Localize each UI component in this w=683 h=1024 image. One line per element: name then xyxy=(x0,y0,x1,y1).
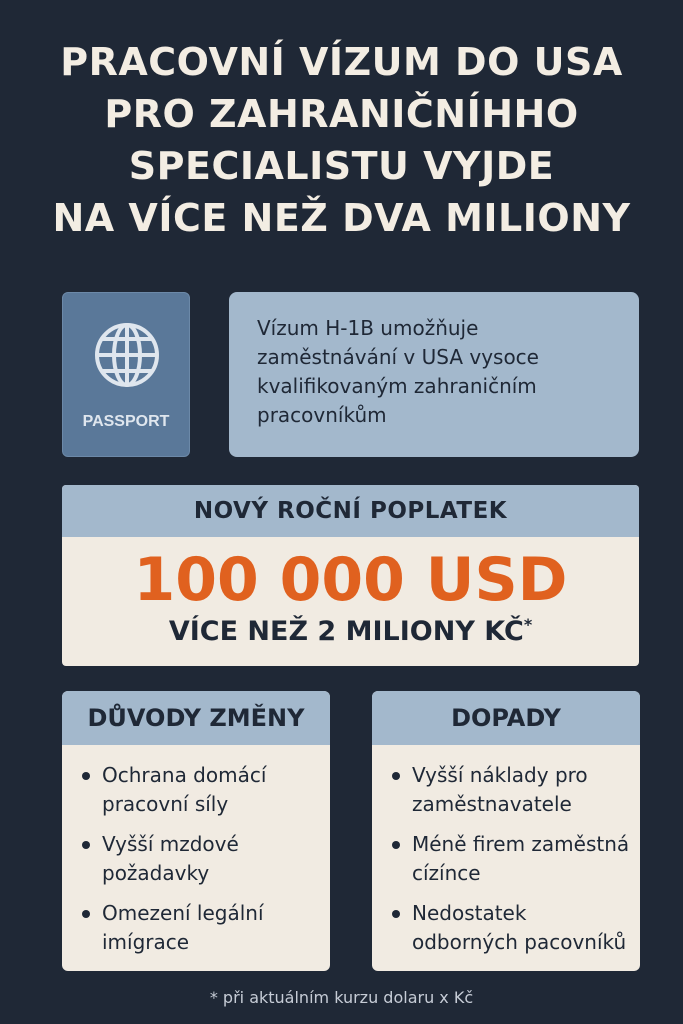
bullet-icon xyxy=(82,910,90,918)
list-item-text: Omezení legální imígrace xyxy=(102,901,264,954)
title-line: NA VÍCE NEŽ DVA MILIONY xyxy=(52,196,631,240)
fee-header: NOVÝ ROČNÍ POPLATEK xyxy=(62,485,639,537)
list-item xyxy=(392,830,632,888)
footnote: * při aktuálním kurzu dolaru x Kč xyxy=(209,988,474,1007)
list-item xyxy=(82,761,322,819)
title-line: PRACOVNÍ VÍZUM DO USA xyxy=(60,40,623,84)
list-item-text: Vyšší mzdové požadavky xyxy=(102,832,239,885)
impacts-card xyxy=(372,691,640,971)
reasons-header: DŮVODY ZMĚNY xyxy=(62,691,330,745)
fee-amount: 100 000 USD xyxy=(133,545,568,615)
fee-card xyxy=(62,485,639,666)
list-item xyxy=(392,899,632,957)
title-line: PRO ZAHRANIČNÍHHO xyxy=(104,92,579,136)
list-item xyxy=(82,830,322,888)
list-item-text: Ochrana domácí pracovní síly xyxy=(102,763,267,816)
info-box xyxy=(229,292,639,457)
reasons-list xyxy=(62,745,330,957)
list-item-text: Vyšší náklady pro zaměstnavatele xyxy=(412,763,588,816)
reasons-card xyxy=(62,691,330,971)
globe-icon xyxy=(91,319,163,391)
bullet-icon xyxy=(82,841,90,849)
footnote-mark: * xyxy=(523,615,533,634)
info-text: Vízum H-1B umožňuje zaměstnávání v USA vysoce kvalifikovaným zahraničním pracovníkům xyxy=(257,316,539,427)
list-item xyxy=(392,761,632,819)
bullet-icon xyxy=(82,772,90,780)
list-item xyxy=(82,899,322,957)
bullet-icon xyxy=(392,910,400,918)
passport-label: PASSPORT xyxy=(82,413,170,430)
fee-subtitle xyxy=(62,615,639,647)
fee-subtitle-text: VÍCE NEŽ 2 MILIONY KČ xyxy=(168,616,524,647)
list-item-text: Nedostatek odborných pacovníků xyxy=(412,901,627,954)
page-title xyxy=(20,36,663,244)
title-line: SPECIALISTU VYJDE xyxy=(128,144,555,188)
bullet-icon xyxy=(392,841,400,849)
impacts-header: DOPADY xyxy=(372,691,640,745)
impacts-list xyxy=(372,745,640,957)
bullet-icon xyxy=(392,772,400,780)
passport-illustration xyxy=(62,292,190,457)
list-item-text: Méně firem zaměstná cízínce xyxy=(412,832,630,885)
